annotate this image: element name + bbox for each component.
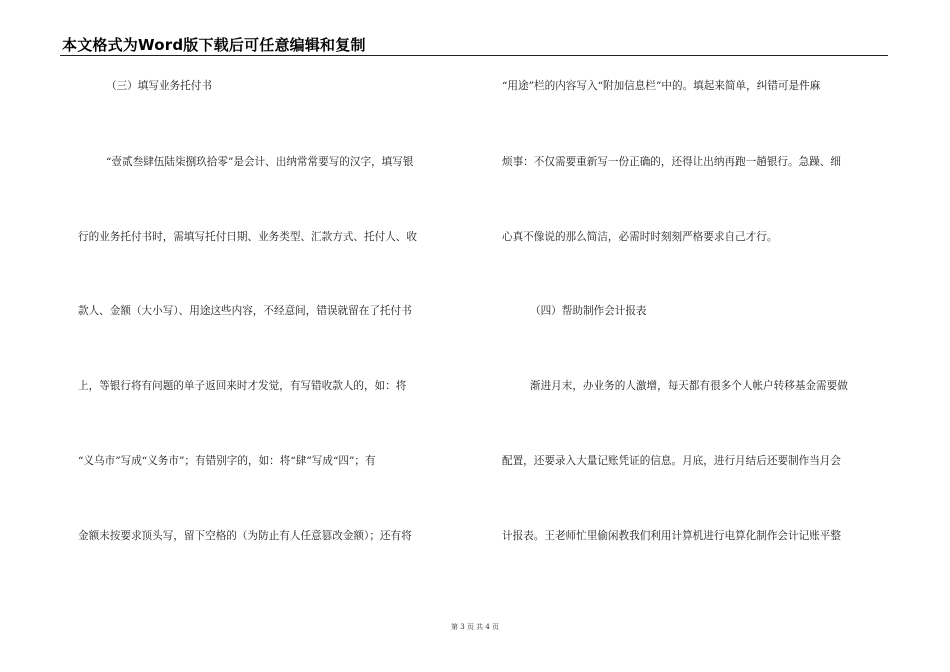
section-heading-3: （三）填写业务托付书 [106,80,212,92]
text-line: “壹贰叁肆伍陆柒捌玖拾零”是会计、出纳常常要写的汉字，填写银 [106,156,414,168]
text-line: 上，等银行将有问题的单子返回来时才发觉，有写错收款人的，如：将 [78,380,407,392]
text-line: “用途”栏的内容写入“附加信息栏”中的。填起来简单，纠错可是件麻 [502,80,821,92]
text-line: 烦事：不仅需要重新写一份正确的，还得让出纳再跑一趟银行。急躁、细 [502,156,841,168]
page-number: 第 3 页 共 4 页 [450,623,500,631]
text-line: “义乌市”写成“义务市”；有错别字的，如：将“肆”写成“四”；有 [78,455,376,467]
text-line: 金额未按要求顶头写，留下空格的（为防止有人任意篡改金额）；还有将 [78,530,412,542]
text-line: 计报表。王老师忙里偷闲教我们利用计算机进行电算化制作会计记账平整 [502,530,841,542]
left-column [78,0,464,672]
text-line: 心真不像说的那么简洁，必需时时刻刻严格要求自己才行。 [502,231,778,243]
text-line: 行的业务托付书时，需填写托付日期、业务类型、汇款方式、托付人、收 [78,231,417,243]
right-column [502,0,888,672]
section-heading-4: （四）帮助制作会计报表 [530,305,647,317]
text-line: 款人、金额（大小写）、用途这些内容，不经意间，错误就留在了托付书 [78,305,412,317]
document-header: 本文格式为Word版下载后可任意编辑和复制 [62,36,366,54]
text-line: 配置，还要录入大量记账凭证的信息。月底，进行月结后还要制作当月会 [502,455,841,467]
text-line: 渐进月末，办业务的人激增，每天都有很多个人帐户转移基金需要做 [530,380,848,392]
